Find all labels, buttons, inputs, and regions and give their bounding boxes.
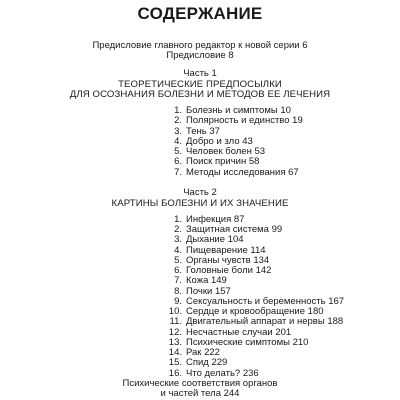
chapter-number: 12. [168, 326, 182, 338]
chapter-number: 1. [174, 214, 182, 225]
chapter-number: 10. [168, 306, 182, 318]
part-2-label: Часть 2 [183, 187, 217, 199]
chapter-title: Методы исследования 67 [186, 166, 299, 178]
chapter-title: Болезнь и симптомы 10 [186, 105, 291, 117]
chapter-number: 6. [174, 156, 182, 168]
chapter-number: 4. [174, 135, 182, 147]
chapter-number: 3. [174, 125, 182, 137]
chapter-number: 4. [174, 244, 182, 256]
chapter-number: 8. [174, 285, 182, 297]
chapter-number: 7. [174, 166, 182, 178]
chapter-number: 11. [169, 316, 182, 328]
chapter-title: Полярность и единство 19 [186, 115, 303, 127]
chapter-number: 3. [174, 234, 182, 246]
chapter-number: 2. [174, 115, 182, 127]
chapter-title: Головные боли 142 [186, 265, 272, 277]
chapter-title: Человек болен 53 [186, 146, 266, 158]
chapter-title: Психические симптомы 210 [186, 336, 309, 348]
chapter-number: 5. [174, 254, 182, 266]
chapter-title: Что делать? 236 [186, 367, 259, 379]
chapter-number: 5. [174, 146, 182, 158]
part-2-heading: КАРТИНЫ БОЛЕЗНИ И ИХ ЗНАЧЕНИЕ [111, 198, 289, 210]
chapter-number: 16. [168, 367, 182, 379]
chapter-title: Спид 229 [186, 357, 228, 369]
chapter-title: Инфекция 87 [186, 214, 245, 225]
chapter-title: Дыхание 104 [186, 234, 244, 246]
chapter-title: Сексуальность и беременность 167 [186, 295, 345, 307]
chapter-title: Двигательный аппарат и нервы 188 [186, 316, 344, 328]
chapter-title: Добро и зло 43 [186, 135, 253, 147]
chapter-number: 7. [174, 275, 182, 287]
chapter-title: Защитная система 99 [186, 224, 283, 236]
chapter-number: 13. [168, 336, 182, 348]
chapter-title: Несчастные случаи 201 [186, 326, 292, 338]
page-title: СОДЕРЖАНИЕ [137, 4, 263, 23]
part-1-heading-line-2: ДЛЯ ОСОЗНАНИЯ БОЛЕЗНИ И МЕТОДОВ ЕЕ ЛЕЧЕНИЯ [69, 89, 331, 101]
appendix-line-2: и частей тела 244 [160, 388, 240, 399]
chapter-title: Тень 37 [186, 125, 220, 137]
chapter-title: Пищеварение 114 [186, 244, 266, 256]
chapter-title: Поиск причин 58 [186, 156, 260, 168]
chapter-title: Рак 222 [186, 347, 220, 359]
chapter-title: Почки 157 [186, 285, 231, 297]
part-1-heading-line-1: ТЕОРЕТИЧЕСКИЕ ПРЕДПОСЫЛКИ [118, 79, 282, 91]
front-matter-editor-preface: Предисловие главного редактор к новой серии 6 [92, 40, 308, 51]
chapter-number: 9. [174, 295, 182, 307]
part-1-label: Часть 1 [183, 67, 217, 79]
appendix-line-1: Психические соответствия органов [122, 377, 278, 389]
chapter-title: Органы чувств 134 [186, 254, 270, 266]
chapter-title: Сердце и кровообращение 180 [186, 306, 324, 318]
chapter-number: 1. [174, 105, 182, 117]
chapter-title: Кожа 149 [186, 275, 227, 287]
front-matter-preface: Предисловие 8 [166, 50, 234, 62]
chapter-number: 6. [174, 265, 182, 277]
chapter-number: 14. [168, 347, 182, 359]
chapter-number: 15. [168, 357, 182, 369]
chapter-number: 2. [174, 224, 182, 236]
